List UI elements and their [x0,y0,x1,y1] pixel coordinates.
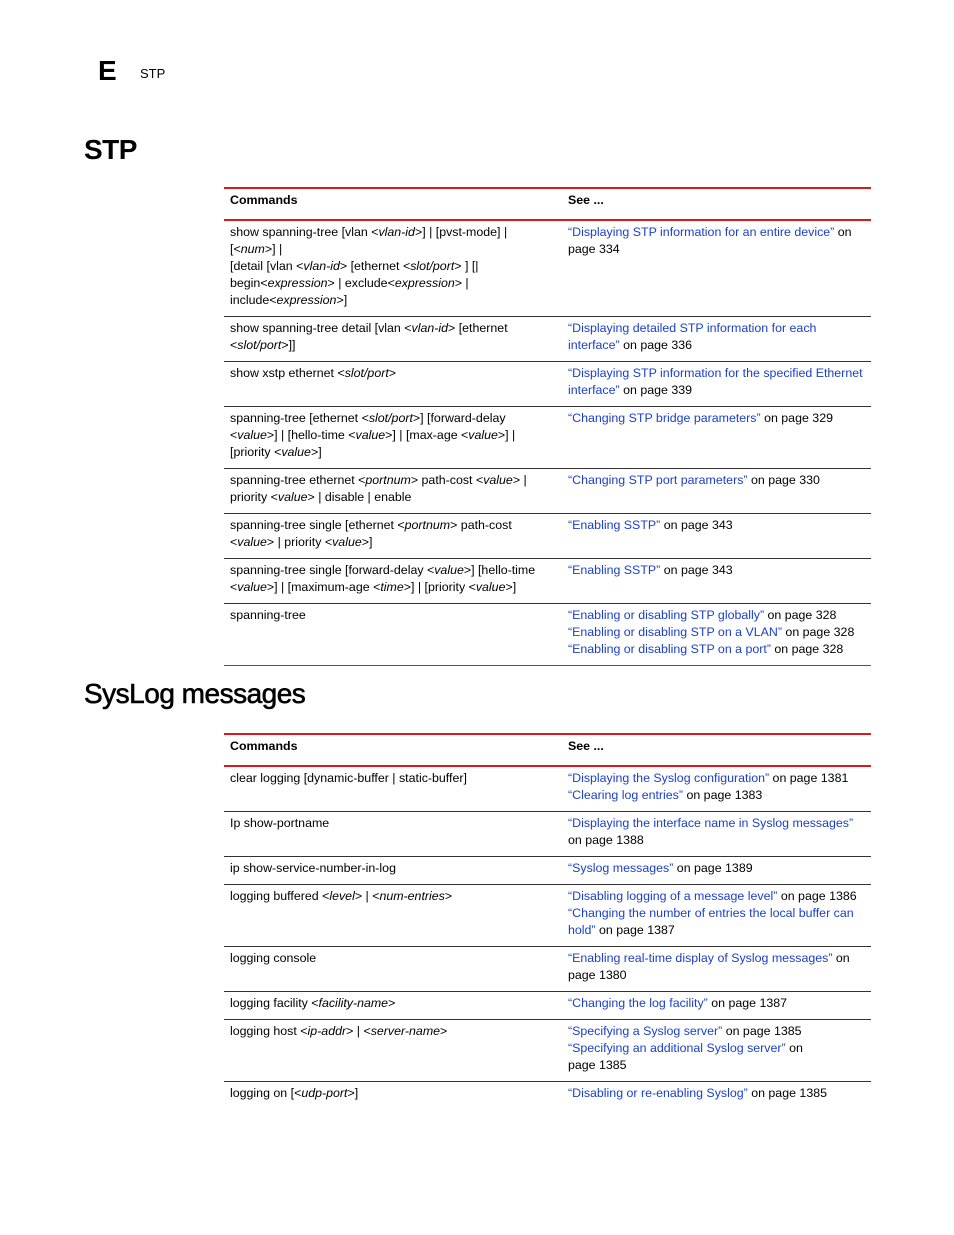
command-cell: spanning-tree single [forward-delay <value>] [hello-time <value>] | [maximum-age <time>] | [priority <value>] [224,559,562,604]
cross-reference-link[interactable]: “Syslog messages” [568,861,674,875]
cross-reference [568,950,865,984]
cross-reference-link[interactable]: “Changing STP bridge parameters” [568,411,761,425]
stp-col-see: See ... [562,188,871,220]
cross-reference [568,562,865,579]
cross-reference [568,905,865,939]
cross-reference-link[interactable]: “Enabling or disabling STP on a port” [568,642,771,656]
table-row [224,317,871,362]
stp-table [224,187,871,666]
cross-reference-link[interactable]: “Enabling real-time display of Syslog messages” [568,951,833,965]
see-cell [562,1020,871,1082]
table-row [224,992,871,1020]
see-cell [562,857,871,885]
cross-reference [568,641,865,658]
cross-reference [568,320,865,354]
command-cell: logging console [224,947,562,992]
cross-reference [568,770,865,787]
table-row [224,766,871,812]
page-reference: on page 334 [568,225,852,256]
cross-reference [568,624,865,641]
command-cell: logging buffered <level> | <num-entries> [224,885,562,947]
page-reference: on page 1387 [707,996,788,1010]
command-cell: logging facility <facility-name> [224,992,562,1020]
table-row [224,604,871,666]
command-cell: show xstp ethernet <slot/port> [224,362,562,407]
table-row [224,220,871,317]
cross-reference-link[interactable]: “Changing the number of entries the local buffer can hold” [568,906,854,937]
see-cell [562,992,871,1020]
cross-reference-link[interactable]: “Specifying a Syslog server” [568,1024,723,1038]
page-reference: on page 339 [619,383,693,397]
cross-reference [568,860,865,877]
cross-reference [568,472,865,489]
stp-table-body [224,220,871,666]
see-cell [562,604,871,666]
see-cell [562,947,871,992]
page-reference: on page 1386 [777,889,857,903]
see-cell [562,885,871,947]
table-row [224,1020,871,1082]
stp-col-commands: Commands [224,188,562,220]
syslog-col-see: See ... [562,734,871,766]
command-cell: spanning-tree [224,604,562,666]
syslog-table-header [224,734,871,766]
page-reference: on page 336 [619,338,693,352]
page-reference: on page 1388 [568,833,644,847]
cross-reference-link[interactable]: “Enabling or disabling STP on a VLAN” [568,625,782,639]
cross-reference [568,787,865,804]
page-reference: on page 1385 [568,1041,803,1072]
page-reference: on page 330 [747,473,820,487]
page-reference: on page 1389 [673,861,753,875]
cross-reference [568,995,865,1012]
cross-reference-link[interactable]: “Displaying STP information for an entire device” [568,225,835,239]
command-cell: spanning-tree single [ethernet <portnum> path-cost <value> | priority <value>] [224,514,562,559]
see-cell [562,220,871,317]
table-row [224,857,871,885]
page-reference: on page 1381 [769,771,849,785]
see-cell [562,407,871,469]
cross-reference [568,1085,865,1102]
cross-reference-link[interactable]: “Displaying the Syslog configuration” [568,771,770,785]
stp-heading: STP [84,134,137,165]
appendix-letter: E [98,55,117,86]
syslog-table-body [224,766,871,1109]
cross-reference [568,607,865,624]
cross-reference-link[interactable]: “Specifying an additional Syslog server” [568,1041,786,1055]
cross-reference-link[interactable]: “Displaying detailed STP information for each interface” [568,321,817,352]
cross-reference [568,888,865,905]
table-row [224,559,871,604]
cross-reference-link[interactable]: “Clearing log entries” [568,788,684,802]
command-cell: logging on [<udp-port>] [230,1086,359,1100]
cross-reference [568,517,865,534]
page-reference: on page 343 [660,518,733,532]
see-cell [562,766,871,812]
page-reference: on page 343 [660,563,733,577]
page-reference: on page 328 [764,608,837,622]
table-row [224,469,871,514]
cross-reference-link[interactable]: “Changing STP port parameters” [568,473,748,487]
command-cell: ip show-service-number-in-log [224,857,562,885]
table-row [224,812,871,857]
table-row [224,362,871,407]
cross-reference-link[interactable]: “Displaying STP information for the specified Ethernet interface” [568,366,863,397]
cross-reference-link[interactable]: “Changing the log facility” [568,996,708,1010]
page-reference: on page 1387 [595,923,675,937]
cross-reference [568,410,865,427]
cross-reference-link[interactable]: “Disabling or re-enabling Syslog” [568,1086,748,1100]
command-cell: spanning-tree ethernet <portnum> path-cost <value> | priority <value> | disable | enable [224,469,562,514]
cross-reference [568,365,865,399]
syslog-heading: SysLog messages [84,678,306,709]
table-row [224,947,871,992]
cross-reference [568,1023,865,1040]
syslog-col-commands: Commands [224,734,562,766]
table-row [224,1082,871,1110]
command-cell: clear logging [dynamic-buffer | static-buffer] [224,766,562,812]
cross-reference [568,224,865,258]
table-row [224,407,871,469]
see-cell [562,1082,871,1110]
cross-reference [568,815,865,849]
see-cell [562,469,871,514]
cross-reference-link[interactable]: “Enabling SSTP” [568,518,661,532]
running-header-section: STP [140,66,166,81]
syslog-table [224,733,871,1109]
see-cell [562,559,871,604]
see-cell [562,317,871,362]
page-reference: on page 1385 [722,1024,802,1038]
command-cell: spanning-tree [ethernet <slot/port>] [forward-delay <value>] | [hello-time <value>] | [max-age <value>] | [priority <value>] [224,407,562,469]
page-reference: on page 328 [781,625,855,639]
see-cell [562,514,871,559]
stp-table-header [224,188,871,220]
cross-reference [568,1040,865,1074]
command-cell: Ip show-portname [224,812,562,857]
cross-reference-link[interactable]: “Displaying the interface name in Syslog messages” [568,816,854,830]
page-reference: on page 1385 [747,1086,827,1100]
cross-reference-link[interactable]: “Enabling or disabling STP globally” [568,608,765,622]
command-cell: show spanning-tree detail [vlan <vlan-id> [ethernet <slot/port>]] [224,317,562,362]
page-reference: on page 328 [770,642,844,656]
see-cell [562,812,871,857]
see-cell [562,362,871,407]
page-reference: on page 1380 [568,951,850,982]
page-reference: on page 329 [760,411,833,425]
cross-reference-link[interactable]: “Enabling SSTP” [568,563,661,577]
command-cell: logging host <ip-addr> | <server-name> [224,1020,562,1082]
table-row [224,514,871,559]
cross-reference-link[interactable]: “Disabling logging of a message level” [568,889,778,903]
page-reference: on page 1383 [683,788,763,802]
table-row [224,885,871,947]
command-cell: show spanning-tree [vlan <vlan-id>] | [pvst-mode] | [<num>] | [detail [vlan <vlan-id> [ethernet <slot/port> ] [| begin<expression> | exclude<expression> | include<expression>] [224,220,562,317]
